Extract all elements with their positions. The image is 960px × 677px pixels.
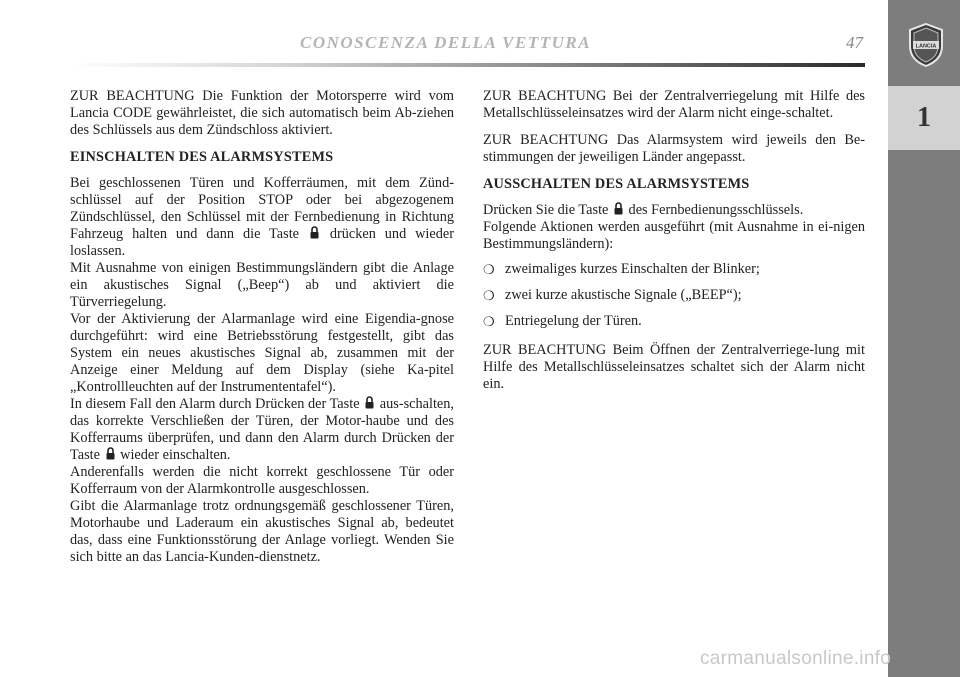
list-item: ❍ zwei kurze akustische Signale („BEEP“);: [483, 287, 742, 303]
right-column: [483, 88, 865, 403]
left-column: [70, 88, 454, 566]
list-item: ❍ Entriegelung der Türen.: [483, 313, 642, 329]
note-metal-key: ZUR BEACHTUNG Beim Öffnen der Zentralverriege-lung mit Hilfe des Metallschlüsseleinsatzes schaltet sich der Alarm nicht ein.: [483, 342, 865, 392]
header-rule: [70, 63, 865, 67]
action-list: [483, 261, 865, 330]
heading-deactivate-alarm: AUSSCHALTEN DES ALARMSYSTEMS: [483, 176, 750, 192]
heading-activate-alarm: EINSCHALTEN DES ALARMSYSTEMS: [70, 149, 334, 165]
page-number: 47: [846, 33, 863, 52]
padlock-icon: [106, 447, 115, 460]
chapter-tab[interactable]: 1: [888, 86, 960, 150]
note-central-locking: ZUR BEACHTUNG Bei der Zentralverriegelung mit Hilfe des Metallschlüsseleinsatzes wird der Alarm nicht einge-schaltet.: [483, 88, 865, 121]
watermark: carmanualsonline.info: [700, 648, 892, 669]
paragraph-excluded: Anderenfalls werden die nicht korrekt geschlossene Tür oder Kofferraum von der Alarmkontrolle ausgeschlossen.: [70, 464, 454, 497]
padlock-icon: [310, 226, 319, 239]
padlock-icon: [365, 396, 374, 409]
list-item: ❍ zweimaliges kurzes Einschalten der Blinker;: [483, 261, 760, 277]
note-country-regulations: ZUR BEACHTUNG Das Alarmsystem wird jeweils den Be-stimmungen der jeweiligen Länder angepasst.: [483, 132, 865, 165]
paragraph-press-button: Drücken Sie die Taste des Fernbedienungsschlüssels.: [483, 202, 804, 218]
paragraph-activate: Bei geschlossenen Türen und Kofferräumen, mit dem Zünd-schlüssel auf der Position STOP oder bei abgezogenem Zündschlüssel, den Schlüssel mit der Fernbedienung in Richtung Fahrzeug halten und dann die Taste drücken und wieder loslassen.: [70, 175, 455, 259]
paragraph-beep: Mit Ausnahme von einigen Bestimmungsländern gibt die Anlage ein akustisches Signal („Beep“) ab und aktiviert die Türverriegelung.: [70, 260, 454, 310]
bullet-icon: ❍: [483, 288, 495, 303]
paragraph-malfunction: Gibt die Alarmanlage trotz ordnungsgemäß geschlossener Türen, Motorhaube und Laderaum ein akustisches Signal ab, bedeutet das, dass eine Funktionsstörung der Anlage vorliegt. Wenden Sie sich bitte an das Lancia-Kunden-dienstnetz.: [70, 498, 454, 565]
paragraph-self-diagnosis: Vor der Aktivierung der Alarmanlage wird eine Eigendia-gnose durchgeführt: wird eine Betriebsstörung festgestellt, gibt das System ein neues akustisches Signal ab, zusammen mit der Anzeige einer Meldung auf dem Display (siehe Ka-pitel „Kontrollleuchten auf der Instrumententafel“).: [70, 311, 454, 395]
lancia-logo: [906, 22, 946, 68]
header-title: CONOSCENZA DELLA VETTURA: [300, 33, 592, 52]
bullet-icon: ❍: [483, 262, 495, 277]
paragraph-deactivate-check: In diesem Fall den Alarm durch Drücken der Taste aus-schalten, das korrekte Verschließen der Türen, der Motor-haube und des Kofferraums überprüfen, und dann den Alarm durch Drücken der Taste wieder einschalten.: [70, 396, 455, 463]
bullet-icon: ❍: [483, 314, 495, 329]
logo-text: LANCIA: [915, 43, 937, 50]
paragraph-actions: Folgende Aktionen werden ausgeführt (mit Ausnahme in ei-nigen Bestimmungsländern):: [483, 219, 865, 252]
note-immobilizer: ZUR BEACHTUNG Die Funktion der Motorsperre wird vom Lancia CODE gewährleistet, die sich automatisch beim Ab-ziehen des Schlüssels aus dem Zündschloss aktiviert.: [70, 88, 454, 138]
padlock-icon: [614, 202, 623, 215]
